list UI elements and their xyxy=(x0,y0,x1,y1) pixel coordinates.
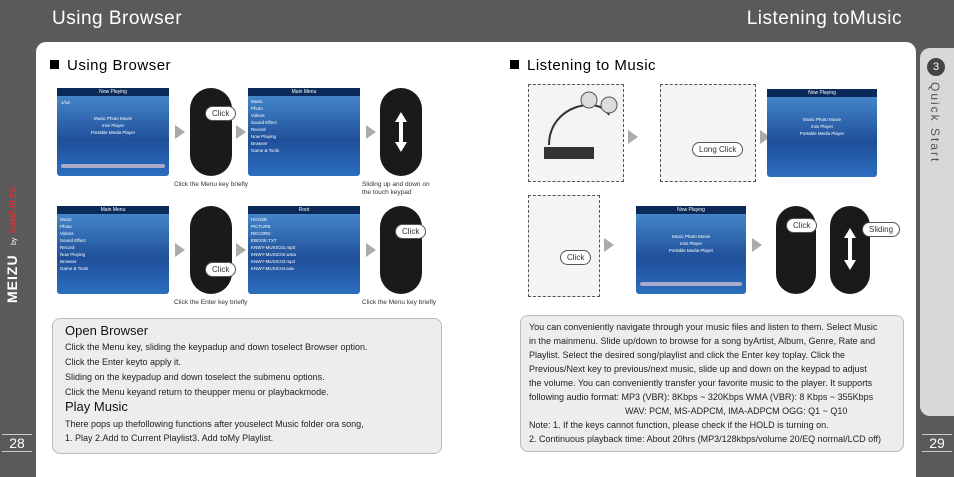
play-music-heading: Play Music xyxy=(65,399,128,414)
music-text-line: in the mainmenu. Slide up/down to browse for a song byArtist, Album, Genre, Rate and xyxy=(529,336,876,346)
open-browser-line: Click the Menu keyand return to theupper menu or playbackmode. xyxy=(65,387,329,397)
music-text-line: WAV: PCM, MS-ADPCM, IMA-ADPCM OGG: Q1 ~ Q10 xyxy=(625,406,848,416)
play-music-line: 1. Play 2.Add to Current Playlist3. Add toMy Playlist. xyxy=(65,433,274,443)
bullet-square-icon xyxy=(50,60,59,69)
svg-text:MEIZU: MEIZU xyxy=(4,254,20,303)
page-number-right: 29 xyxy=(922,434,952,452)
click-label: Click xyxy=(395,224,426,239)
svg-text:by: by xyxy=(11,237,18,245)
header-left-title: Using Browser xyxy=(52,8,183,29)
click-label: Click xyxy=(205,106,236,121)
player-device-menu xyxy=(380,206,422,294)
long-click-label: Long Click xyxy=(692,142,743,157)
music-instructions-box xyxy=(520,315,904,452)
music-text-line: Playlist. Select the desired song/playlist and click the Enter key toplay. Click the xyxy=(529,350,845,360)
screen-main-menu: Main Menu Music Photo Videos Sound Effect Record Now Playing Browser Game & Tools xyxy=(248,88,360,176)
browser-instructions-box xyxy=(52,318,442,454)
screen-main-menu-2: Main Menu Music Photo Videos Sound Effect Record Now Playing Browser Game & Tools xyxy=(57,206,169,294)
music-text-line: following audio format: MP3 (VBR): 8Kbps ~ 320Kbps WMA (VBR): 8 Kbps ~ 355Kbps xyxy=(529,392,874,402)
arrow-right-icon xyxy=(175,125,185,139)
arrow-right-icon xyxy=(628,130,638,144)
player-device-enter xyxy=(190,206,232,294)
play-key-illustration xyxy=(528,195,600,297)
caption-sliding-1: Sliding up and down on xyxy=(362,181,430,188)
screen-root: Root HOUSE PICTURE RECORD EBOOK.TXT KNWY-MUSIC01.mp3 KNWY-MUSIC02.wma KNWY-MUSIC03.mp3 KNWY-MUSIC04.wav xyxy=(248,206,360,294)
caption-menu-key-2: Click the Menu key briefly xyxy=(362,299,437,306)
play-music-line: There pops up thefollowing functions after youselect Music folder ora song, xyxy=(65,419,364,429)
music-text-line: Previous/Next key to previous/next music, slide up and down on the keypad to adjust xyxy=(529,364,867,374)
tab-label: Quick Start xyxy=(928,82,942,164)
screen-now-playing-right-2: Now Playing Music Photo Movie mini Player Portable Media Player xyxy=(636,206,746,294)
svg-text:DANE-ELEC: DANE-ELEC xyxy=(9,186,18,233)
arrow-right-icon xyxy=(175,243,185,257)
quick-start-tab[interactable] xyxy=(920,48,954,416)
click-label-right: Click xyxy=(560,250,591,265)
arrow-right-icon xyxy=(236,243,246,257)
arrow-right-icon xyxy=(366,243,376,257)
open-browser-line: Click the Enter keyto apply it. xyxy=(65,357,182,367)
music-text-line: 2. Continuous playback time: About 20hrs (MP3/128kbps/volume 20/EQ normal/LCD off) xyxy=(529,434,882,444)
tab-number: 3 xyxy=(927,58,945,76)
arrow-right-icon xyxy=(604,238,614,252)
open-browser-heading: Open Browser xyxy=(65,323,149,338)
click-label: Click xyxy=(205,262,236,277)
screen-now-playing-right: Now Playing Music Photo Movie mini Player Portable Media Player xyxy=(767,89,877,177)
arrow-right-icon xyxy=(236,125,246,139)
arrow-right-icon xyxy=(366,125,376,139)
section-title-using-browser: Using Browser xyxy=(50,57,171,74)
sliding-label: Sliding xyxy=(862,222,900,237)
click-label-right-2: Click xyxy=(786,218,817,233)
music-text-line: the volume. You can conveniently transfer your favorite music to the player. It supports xyxy=(529,378,873,388)
caption-enter-key: Click the Enter key briefly xyxy=(174,299,248,306)
brand-logo xyxy=(2,175,32,305)
music-text-line: You can conveniently navigate through your music files and listen to them. Select Music xyxy=(529,322,878,332)
music-text-line: Note: 1. If the keys cannot function, please check if the HOLD is turning on. xyxy=(529,420,829,430)
caption-sliding-2: the touch keypad xyxy=(362,189,412,196)
player-device-sliding xyxy=(380,88,422,176)
bullet-square-icon xyxy=(510,60,519,69)
screen-now-playing: Now Playing 1/14 Music Photo Movie mini Player Portable Media Player xyxy=(57,88,169,176)
arrow-right-icon xyxy=(752,238,762,252)
open-browser-line: Sliding on the keypadup and down toselect the submenu options. xyxy=(65,372,325,382)
player-device-slide xyxy=(830,206,870,294)
hold-switch-illustration xyxy=(660,84,756,182)
header-right-title: Listening toMusic xyxy=(746,8,902,29)
caption-menu-key: Click the Menu key briefly xyxy=(174,181,249,188)
section-title-listening: Listening to Music xyxy=(510,57,656,74)
earphones-illustration xyxy=(528,84,624,182)
open-browser-line: Click the Menu key, sliding the keypadup and down toselect Browser option. xyxy=(65,342,368,352)
page-number-left: 28 xyxy=(2,434,32,452)
player-device xyxy=(190,88,232,176)
